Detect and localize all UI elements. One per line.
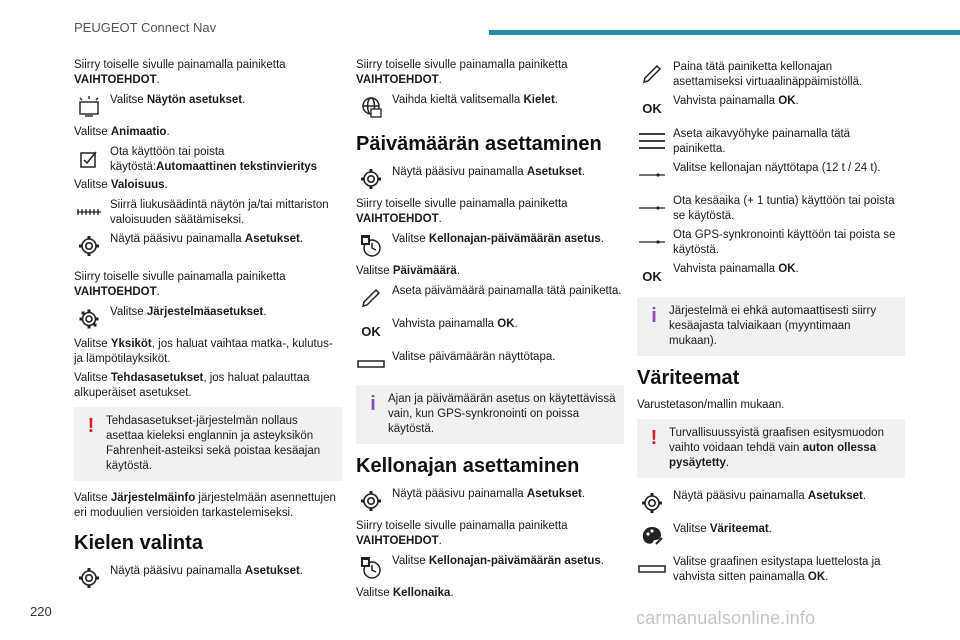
settings-gear-icon <box>356 164 386 194</box>
paragraph: Valitse Valoisuus. <box>74 179 168 191</box>
page-number: 220 <box>30 604 52 619</box>
slider-icon <box>74 197 104 227</box>
instruction-row: OK Vahvista painamalla OK. <box>356 316 624 346</box>
instruction-row: Vaihda kieltä valitsemalla Kielet. <box>356 92 624 122</box>
column-1 <box>74 58 342 596</box>
format-bar-icon <box>356 349 386 379</box>
paragraph: Siirry toiselle sivulle painamalla painiketta VAIHTOEHDOT. <box>356 198 568 225</box>
running-header: PEUGEOT Connect Nav <box>74 20 217 35</box>
instruction-row: Näytä pääsivu painamalla Asetukset. <box>74 231 342 261</box>
paragraph: Siirry toiselle sivulle painamalla painiketta VAIHTOEHDOT. <box>356 59 568 86</box>
list-icon <box>637 126 667 156</box>
instruction-row: Näytä pääsivu painamalla Asetukset. <box>74 563 342 593</box>
column-2 <box>356 58 624 605</box>
instruction-row: Näytä pääsivu painamalla Asetukset. <box>637 488 905 518</box>
instruction-row: Ota GPS-synkronointi käyttöön tai poista se käytöstä. <box>637 227 905 258</box>
paragraph: Valitse Kellonaika. <box>356 587 454 599</box>
paragraph: Valitse Järjestelmäinfo järjestelmään asennettujen eri moduulien versioiden tarkastelemiseksi. <box>74 492 336 519</box>
instruction-row: Paina tätä painiketta kellonajan asettamiseksi virtuaalinäppäimistöllä. <box>637 59 905 90</box>
section-heading: Väriteemat <box>637 367 740 389</box>
instruction-row: Näytä pääsivu painamalla Asetukset. <box>356 164 624 194</box>
instruction-row: OK Vahvista painamalla OK. <box>637 93 905 123</box>
instruction-row: Aseta aikavyöhyke painamalla tätä painiketta. <box>637 126 905 157</box>
info-icon: i <box>370 393 376 415</box>
instruction-row: Valitse Väriteemat. <box>637 521 905 551</box>
paragraph: Siirry toiselle sivulle painamalla painiketta VAIHTOEHDOT. <box>74 271 286 298</box>
warning-box: ! Tehdasasetukset-järjestelmän nollaus asettaa kieleksi englannin ja asteyksikön Fahrenheit-asteiksi sekä poistaa kesäajan käytöstä. <box>74 407 342 481</box>
info-box: i Ajan ja päivämäärän asetus on käytettävissä vain, kun GPS-synkronointi on poissa käytöstä. <box>356 385 624 444</box>
info-icon: i <box>651 305 657 327</box>
warning-icon: ! <box>650 427 658 449</box>
section-heading: Päivämäärän asettaminen <box>356 133 602 155</box>
toggle-line-icon <box>637 193 667 223</box>
instruction-row: Valitse päivämäärän näyttötapa. <box>356 349 624 379</box>
ok-icon: OK <box>642 100 662 116</box>
instruction-row: Valitse Kellonajan-päivämäärän asetus. <box>356 553 624 583</box>
instruction-row: Valitse Kellonajan-päivämäärän asetus. <box>356 231 624 261</box>
paragraph: Valitse Animaatio. <box>74 126 170 138</box>
language-icon <box>356 92 386 122</box>
checkbox-icon <box>74 144 104 174</box>
instruction-row: Siirrä liukusäädintä näytön ja/tai mittariston valoisuuden säätämiseksi. <box>74 197 342 228</box>
format-bar-icon <box>637 554 667 584</box>
display-settings-icon <box>74 92 104 122</box>
ok-icon: OK <box>642 268 662 284</box>
watermark: carmanualsonline.info <box>636 608 816 628</box>
section-heading: Kellonajan asettaminen <box>356 455 580 477</box>
toggle-line-icon <box>637 227 667 257</box>
system-settings-icon <box>74 304 104 334</box>
paragraph: Valitse Yksiköt, jos haluat vaihtaa matka-, kulutus- ja lämpötilayksiköt. <box>74 338 333 365</box>
settings-gear-icon <box>356 486 386 516</box>
settings-gear-icon <box>637 488 667 518</box>
settings-gear-icon <box>74 231 104 261</box>
clock-date-icon <box>356 553 386 583</box>
column-3 <box>637 58 905 588</box>
paragraph: Valitse Tehdasasetukset, jos haluat palauttaa alkuperäiset asetukset. <box>74 372 310 399</box>
paragraph: Siirry toiselle sivulle painamalla painiketta VAIHTOEHDOT. <box>74 59 286 86</box>
instruction-row: Näytä pääsivu painamalla Asetukset. <box>356 486 624 516</box>
instruction-row: Valitse graafinen esitystapa luettelosta ja vahvista sitten painamalla OK. <box>637 554 905 585</box>
clock-date-icon <box>356 231 386 261</box>
toggle-line-icon <box>637 160 667 190</box>
color-palette-icon <box>637 521 667 551</box>
instruction-row: Ota kesäaika (+ 1 tuntia) käyttöön tai poista se käytöstä. <box>637 193 905 224</box>
instruction-row: Valitse kellonajan näyttötapa (12 t / 24 t). <box>637 160 905 190</box>
warning-icon: ! <box>87 415 95 437</box>
paragraph: Valitse Päivämäärä. <box>356 265 461 277</box>
paragraph: Siirry toiselle sivulle painamalla painiketta VAIHTOEHDOT. <box>356 520 568 547</box>
instruction-row: Valitse Järjestelmäasetukset. <box>74 304 342 334</box>
instruction-row: OK Vahvista painamalla OK. <box>637 261 905 291</box>
section-heading: Kielen valinta <box>74 532 203 554</box>
instruction-row: Valitse Näytön asetukset. <box>74 92 342 122</box>
info-box: i Järjestelmä ei ehkä automaattisesti siirry kesäajasta talviaikaan (myyntimaan mukaan). <box>637 297 905 356</box>
instruction-row: Aseta päivämäärä painamalla tätä painiketta. <box>356 283 624 313</box>
warning-box: ! Turvallisuussyistä graafisen esitysmuodon vaihto voidaan tehdä vain auton ollessa pysäytetty. <box>637 419 905 478</box>
ok-icon: OK <box>361 323 381 339</box>
instruction-row: Ota käyttöön tai poista käytöstä:Automaattinen tekstinvieritys <box>74 144 342 175</box>
pencil-icon <box>356 283 386 313</box>
header-accent-bar <box>489 30 960 35</box>
pencil-icon <box>637 59 667 89</box>
settings-gear-icon <box>74 563 104 593</box>
paragraph: Varustetason/mallin mukaan. <box>637 399 785 411</box>
